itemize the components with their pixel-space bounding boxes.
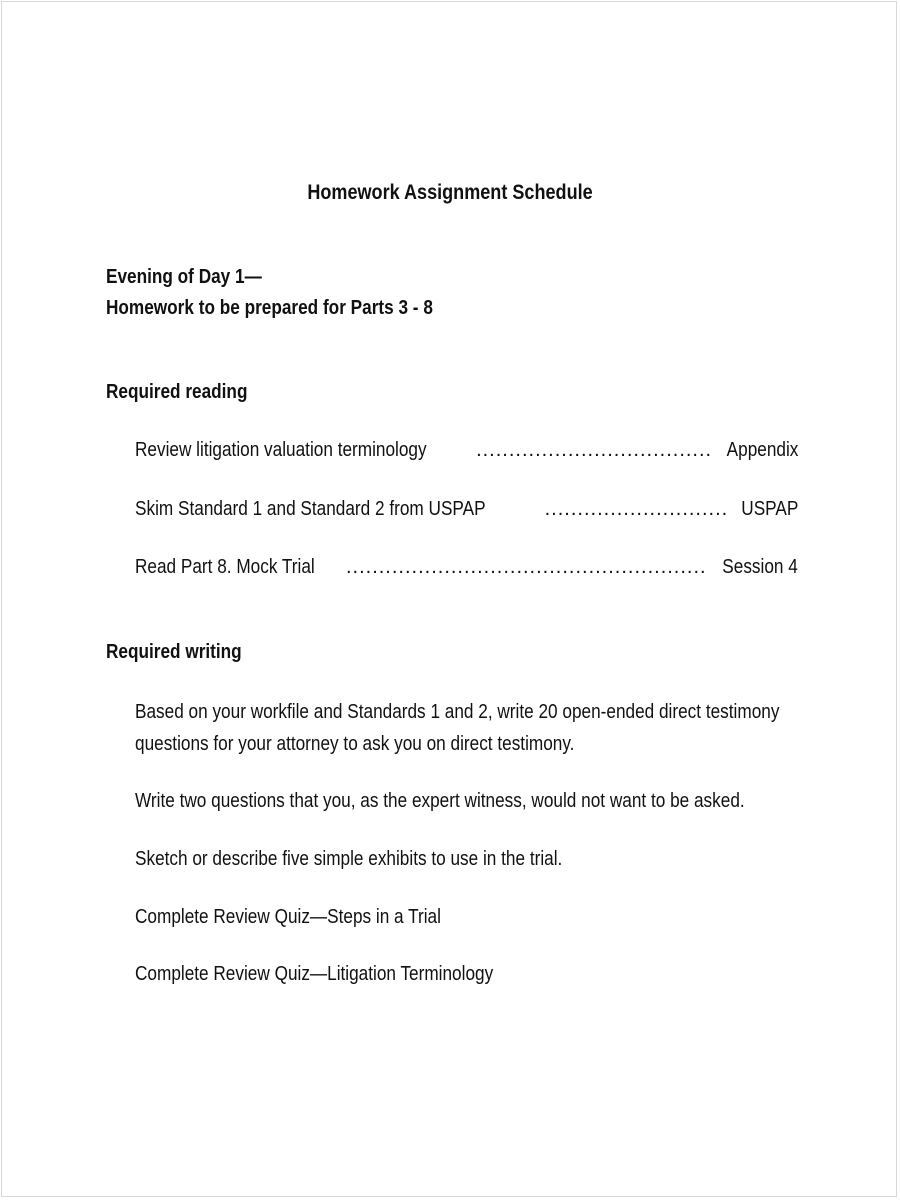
reading-item [135,439,798,465]
parts-heading: Homework to be prepared for Parts 3 - 8 [106,297,433,319]
reading-item-ref: Appendix [726,439,798,461]
writing-item: Complete Review Quiz—Steps in a Trial [135,906,441,928]
writing-item: Sketch or describe five simple exhibits to use in the trial. [135,848,563,870]
reading-item-ref: USPAP [740,498,798,520]
required-writing-header: Required writing [106,641,242,663]
writing-item: Write two questions that you, as the expert witness, would not want to be asked. [135,790,745,812]
reading-item-ref: Session 4 [722,556,798,578]
dot-leader [545,498,730,521]
reading-item-label: Review litigation valuation terminology [135,439,427,461]
day-heading: Evening of Day 1— [106,266,262,288]
reading-item [135,556,798,582]
dot-leader [476,439,713,462]
writing-item-line: Based on your workfile and Standards 1 and 2, write 20 open-ended direct testimony [135,701,780,723]
reading-item [135,498,798,524]
reading-item-label: Read Part 8. Mock Trial [135,556,315,578]
writing-item: Complete Review Quiz—Litigation Terminology [135,963,494,985]
required-reading-header: Required reading [106,381,248,403]
reading-item-label: Skim Standard 1 and Standard 2 from USPAP [135,498,486,520]
document-title: Homework Assignment Schedule [307,181,593,204]
dot-leader [346,556,708,579]
writing-item-line: questions for your attorney to ask you on direct testimony. [135,733,575,755]
